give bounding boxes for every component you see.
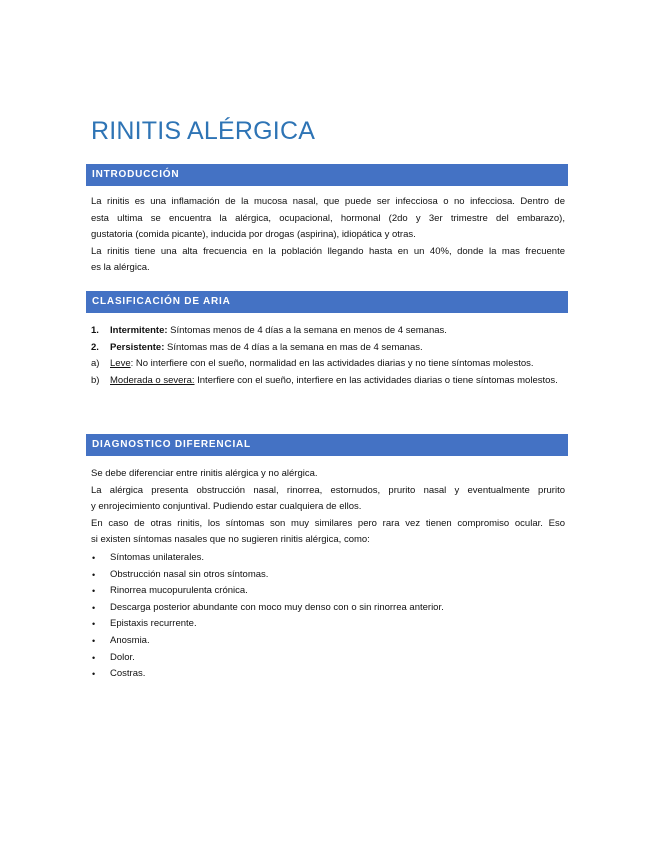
diag-line: y enrojecimiento conjuntival. Pudiendo estar cualquiera de ellos.	[91, 501, 362, 513]
item-text: Costras.	[110, 668, 146, 680]
section-header-diagnostico-diferencial: DIAGNOSTICO DIFERENCIAL	[86, 434, 568, 456]
intro-paragraph	[91, 194, 565, 277]
aria-classification-list	[91, 323, 565, 389]
bullet-icon: •	[92, 553, 96, 563]
item-label: Persistente:	[110, 341, 165, 353]
item-label: Leve	[110, 358, 131, 370]
list-item	[91, 373, 565, 390]
intro-line: gustatoria (comida picante), inducida por drogas (aspirina), idiopática y otras.	[91, 229, 416, 241]
bullet-icon: •	[92, 619, 96, 630]
item-label: Intermitente:	[110, 325, 168, 336]
intro-line: La rinitis tiene una alta frecuencia en la población llegando hasta en un 40%, donde la mas frecuente	[91, 245, 565, 257]
bullet-icon: •	[92, 652, 96, 663]
list-marker: b)	[91, 374, 100, 386]
list-item	[91, 356, 565, 373]
intro-line: La rinitis es una inflamación de la mucosa nasal, que puede ser infecciosa o no infecciosa. Dentro de	[91, 196, 565, 207]
list-item	[91, 583, 565, 600]
item-text: Epistaxis recurrente.	[110, 618, 197, 630]
list-item	[91, 650, 565, 667]
list-item	[91, 567, 565, 584]
list-item	[91, 323, 565, 340]
item-text: Interfiere con el sueño, interfiere en las actividades diarias o tiene síntomas molestos.	[194, 374, 558, 386]
list-item	[91, 600, 565, 617]
intro-line: esta ultima se encuentra la alérgica, ocupacional, hormonal (2do y 3er trimestre del embarazo),	[91, 212, 565, 224]
item-text: Síntomas unilaterales.	[110, 552, 204, 563]
list-item	[91, 340, 565, 357]
list-item	[91, 616, 565, 633]
diag-line: La alérgica presenta obstrucción nasal, rinorrea, estornudos, prurito nasal y eventualmente prurito	[91, 484, 565, 496]
item-label: Moderada o severa:	[110, 374, 195, 386]
bullet-icon: •	[92, 635, 96, 646]
list-item	[91, 666, 565, 683]
section-header-clasificacion-aria: CLASIFICACIÓN DE ARIA	[86, 291, 568, 313]
bullet-icon: •	[92, 586, 96, 597]
list-marker: 2.	[91, 341, 99, 353]
list-item	[91, 550, 565, 567]
list-marker: 1.	[91, 325, 99, 336]
item-text: Dolor.	[110, 651, 135, 663]
item-text: Rinorrea mucopurulenta crónica.	[110, 585, 248, 597]
diag-paragraph	[91, 466, 565, 549]
item-text: Síntomas menos de 4 días a la semana en menos de 4 semanas.	[167, 325, 447, 336]
item-text: Síntomas mas de 4 días a la semana en mas de 4 semanas.	[164, 341, 423, 353]
diag-line: Se debe diferenciar entre rinitis alérgica y no alérgica.	[91, 468, 318, 479]
list-marker: a)	[91, 358, 100, 370]
list-item	[91, 633, 565, 650]
diag-line: si existen síntomas nasales que no sugieren rinitis alérgica, como:	[91, 534, 370, 546]
diag-line: En caso de otras rinitis, los síntomas son muy similares pero rara vez tienen compromiso ocular. Eso	[91, 517, 565, 529]
bullet-icon: •	[92, 569, 96, 580]
section-header-introduccion: INTRODUCCIÓN	[86, 164, 568, 186]
item-text: : No interfiere con el sueño, normalidad en las actividades diarias y no tiene síntomas molestos.	[130, 358, 534, 370]
item-text: Descarga posterior abundante con moco muy denso con o sin rinorrea anterior.	[110, 601, 444, 613]
diag-bullet-list	[91, 550, 565, 683]
item-text: Obstrucción nasal sin otros síntomas.	[110, 568, 269, 580]
bullet-icon: •	[92, 669, 96, 680]
item-text: Anosmia.	[110, 634, 150, 646]
intro-line: es la alérgica.	[91, 262, 150, 274]
bullet-icon: •	[92, 602, 96, 613]
page-title: RINITIS ALÉRGICA	[91, 117, 316, 145]
